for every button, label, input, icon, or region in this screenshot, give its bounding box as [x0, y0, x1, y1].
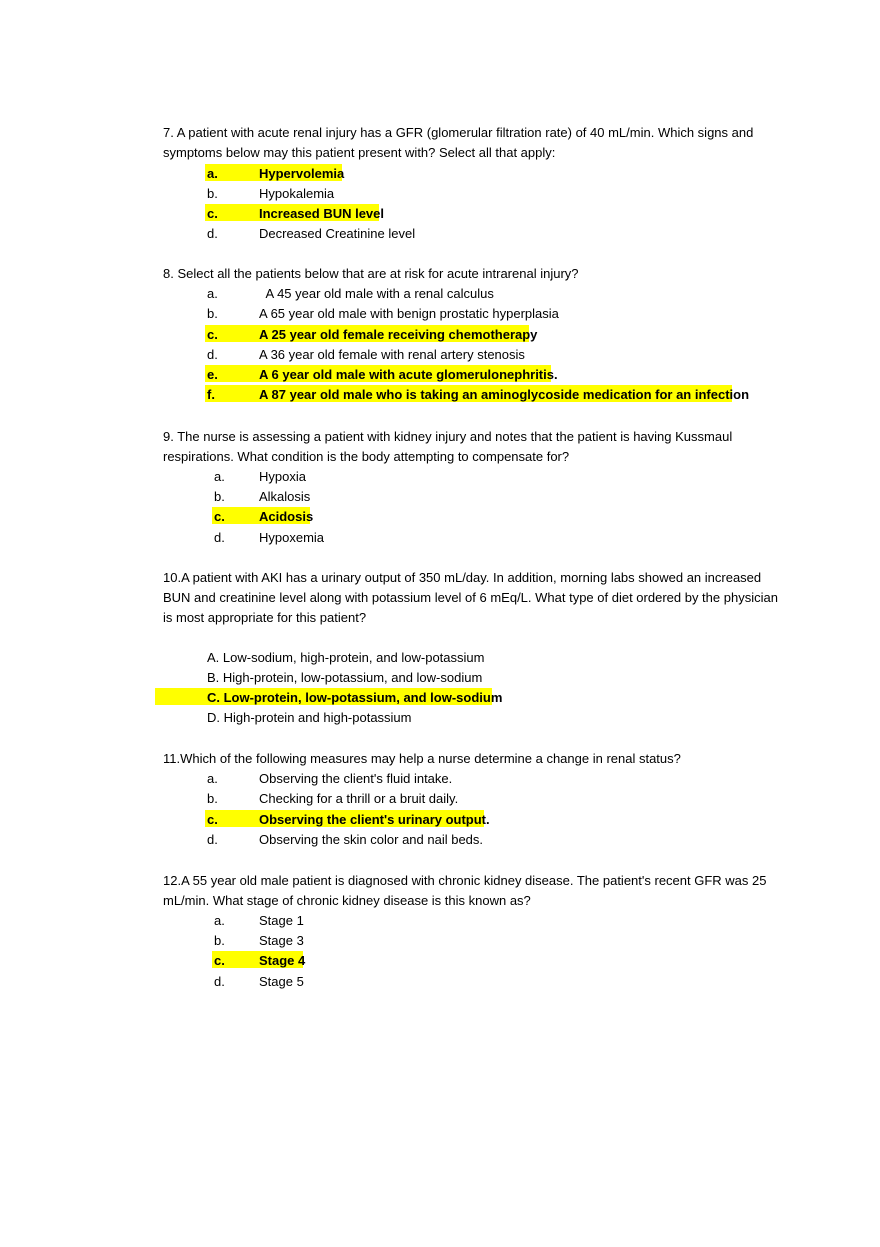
option-letter: c.	[214, 953, 225, 968]
question-10-option-a	[207, 648, 484, 668]
question-12-text: 12.A 55 year old male patient is diagnosed with chronic kidney disease. The patient's recent GFR was 25 mL/min. What stage of chronic kidney disease is this known as?	[163, 873, 767, 908]
option-letter: b.	[214, 489, 225, 504]
option-letter: d.	[207, 226, 218, 241]
option-text: Hypervolemia	[259, 166, 345, 181]
option-letter: a.	[207, 286, 218, 301]
option-letter: a.	[214, 913, 225, 928]
option-letter: b.	[214, 933, 225, 948]
option-text: Hypokalemia	[259, 186, 335, 201]
option-text: Decreased Creatinine level	[259, 226, 416, 241]
option-letter: b.	[207, 186, 218, 201]
option-letter: c.	[207, 812, 218, 827]
question-7-text: 7. A patient with acute renal injury has a GFR (glomerular filtration rate) of 40 mL/min. Which signs and symptoms below may this patient present with? Select all that apply:	[163, 125, 754, 160]
question-10-text: 10.A patient with AKI has a urinary output of 350 mL/day. In addition, morning labs showed an increased BUN and creatinine level along with potassium level of 6 mEq/L. What type of diet ordered by the physician is most appropriate for this patient?	[163, 570, 778, 625]
option-letter: c.	[214, 509, 225, 524]
option-text: A 45 year old male with a renal calculus	[259, 286, 494, 301]
option-letter: a.	[214, 469, 225, 484]
option-text: Stage 4	[259, 953, 306, 968]
option-text: A 65 year old male with benign prostatic hyperplasia	[259, 306, 559, 321]
option-text: Stage 1	[259, 913, 304, 928]
option-letter: d.	[214, 974, 225, 989]
option-text: Checking for a thrill or a bruit daily.	[259, 791, 459, 806]
option-letter: b.	[207, 306, 218, 321]
question-10-option-b	[207, 668, 482, 688]
option-letter: c.	[207, 206, 218, 221]
option-text: A. Low-sodium, high-protein, and low-potassium	[207, 650, 485, 665]
option-letter: a.	[207, 166, 218, 181]
question-10-option-d	[207, 708, 412, 728]
option-text: Increased BUN level	[259, 206, 385, 221]
option-letter: b.	[207, 791, 218, 806]
option-text: A 36 year old female with renal artery stenosis	[259, 347, 525, 362]
option-letter: c.	[207, 327, 218, 342]
option-text: Stage 3	[259, 933, 304, 948]
question-11-text: 11.Which of the following measures may help a nurse determine a change in renal status?	[163, 751, 681, 766]
option-letter: d.	[207, 347, 218, 362]
option-letter: f.	[207, 387, 215, 402]
option-text: A 6 year old male with acute glomerulonephritis.	[259, 367, 558, 382]
question-8-text: 8. Select all the patients below that are at risk for acute intrarenal injury?	[163, 266, 579, 281]
option-letter: d.	[207, 832, 218, 847]
option-text: Stage 5	[259, 974, 304, 989]
option-letter: d.	[214, 530, 225, 545]
option-text: B. High-protein, low-potassium, and low-sodium	[207, 670, 483, 685]
question-9-text: 9. The nurse is assessing a patient with kidney injury and notes that the patient is having Kussmaul respirations. What condition is the body attempting to compensate for?	[163, 429, 733, 464]
option-text: A 87 year old male who is taking an aminoglycoside medication for an infection	[259, 387, 750, 402]
option-letter: a.	[207, 771, 218, 786]
option-text: C. Low-protein, low-potassium, and low-sodium	[207, 690, 503, 705]
option-text: D. High-protein and high-potassium	[207, 710, 412, 725]
option-text: Observing the client's fluid intake.	[259, 771, 453, 786]
option-text: Acidosis	[259, 509, 314, 524]
option-text: Alkalosis	[259, 489, 311, 504]
option-text: Hypoxia	[259, 469, 306, 484]
option-text: A 25 year old female receiving chemotherapy	[259, 327, 538, 342]
option-text: Hypoxemia	[259, 530, 325, 545]
option-letter: e.	[207, 367, 218, 382]
option-text: Observing the client's urinary output.	[259, 812, 490, 827]
option-text: Observing the skin color and nail beds.	[259, 832, 484, 847]
question-10-option-c	[207, 688, 502, 708]
